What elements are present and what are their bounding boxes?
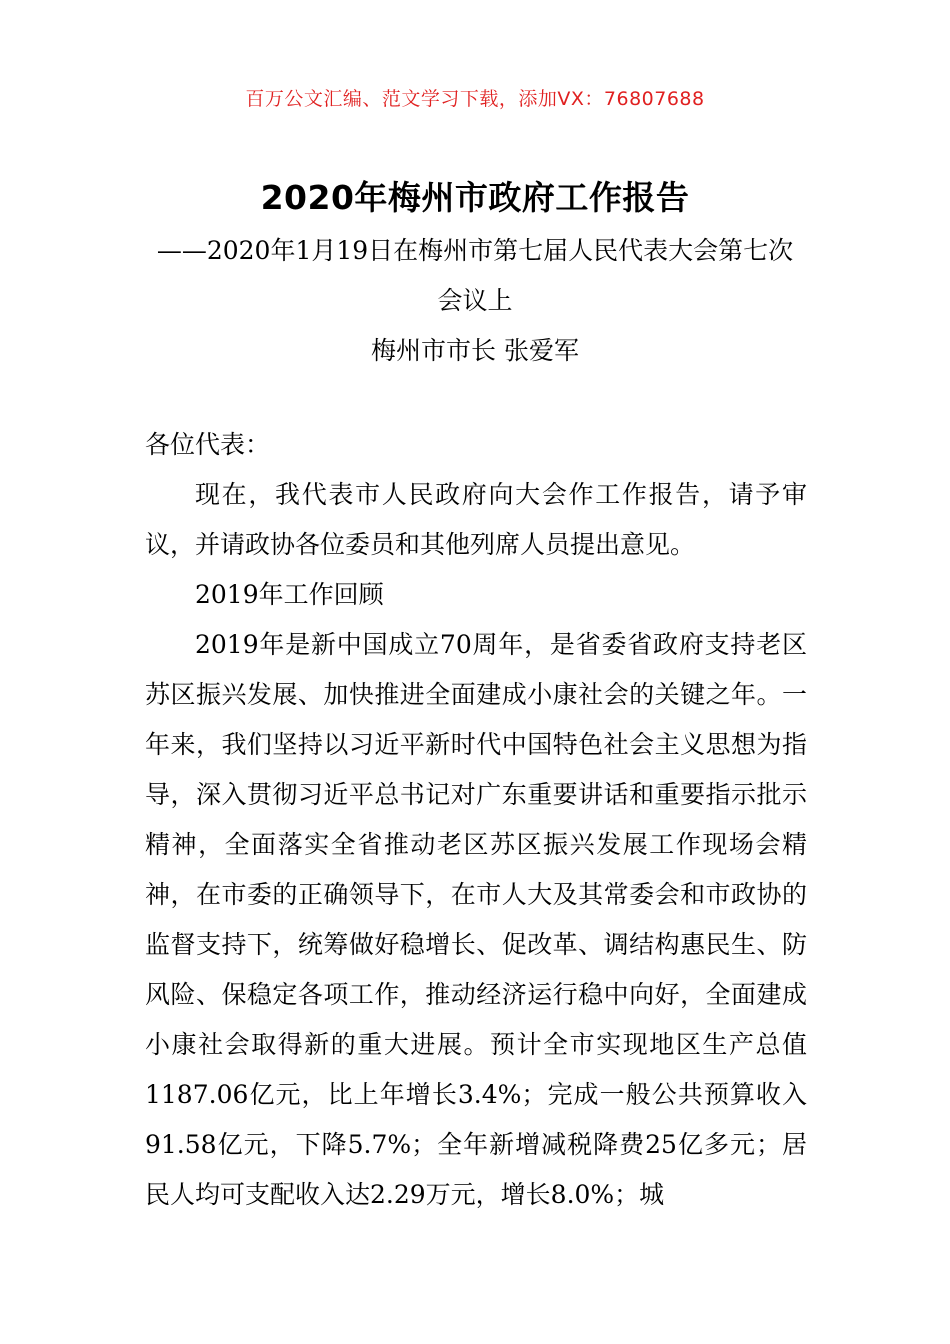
body-paragraph: 2019年是新中国成立70周年，是省委省政府支持老区苏区振兴发展、加快推进全面建成小康社会的关键之年。一年来，我们坚持以习近平新时代中国特色社会主义思想为指导，深入贯彻习近平总书记对广东重要讲话和重要指示批示精神，全面落实全省推动老区苏区振兴发展工作现场会精神，在市委的正确领导下，在市人大及其常委会和市政协的监督支持下，统筹做好稳增长、促改革、调结构惠民生、防风险、保稳定各项工作，推动经济运行稳中向好，全面建成小康社会取得新的重大进展。预计全市实现地区生产总值1187.06亿元，比上年增长3.4%；完成一般公共预算收入91.58亿元，下降5.7%；全年新增减税降费25亿多元；居民人均可支配收入达2.29万元，增长8.0%；城: [145, 630, 807, 1209]
header-banner: 百万公文汇编、范文学习下载，添加VX：76807688: [245, 88, 705, 110]
body-paragraph: 现在，我代表市人民政府向大会作工作报告，请予审议，并请政协各位委员和其他列席人员提出意见。: [145, 480, 807, 559]
document-author: 梅州市市长 张爱军: [371, 336, 579, 365]
salutation: 各位代表：: [145, 430, 271, 459]
document-body: [145, 420, 807, 1220]
document-subtitle: ——2020年1月19日在梅州市第七届人民代表大会第七次会议上: [156, 236, 794, 315]
document-title: 2020年梅州市政府工作报告: [260, 178, 690, 217]
section-heading: 2019年工作回顾: [195, 580, 384, 609]
